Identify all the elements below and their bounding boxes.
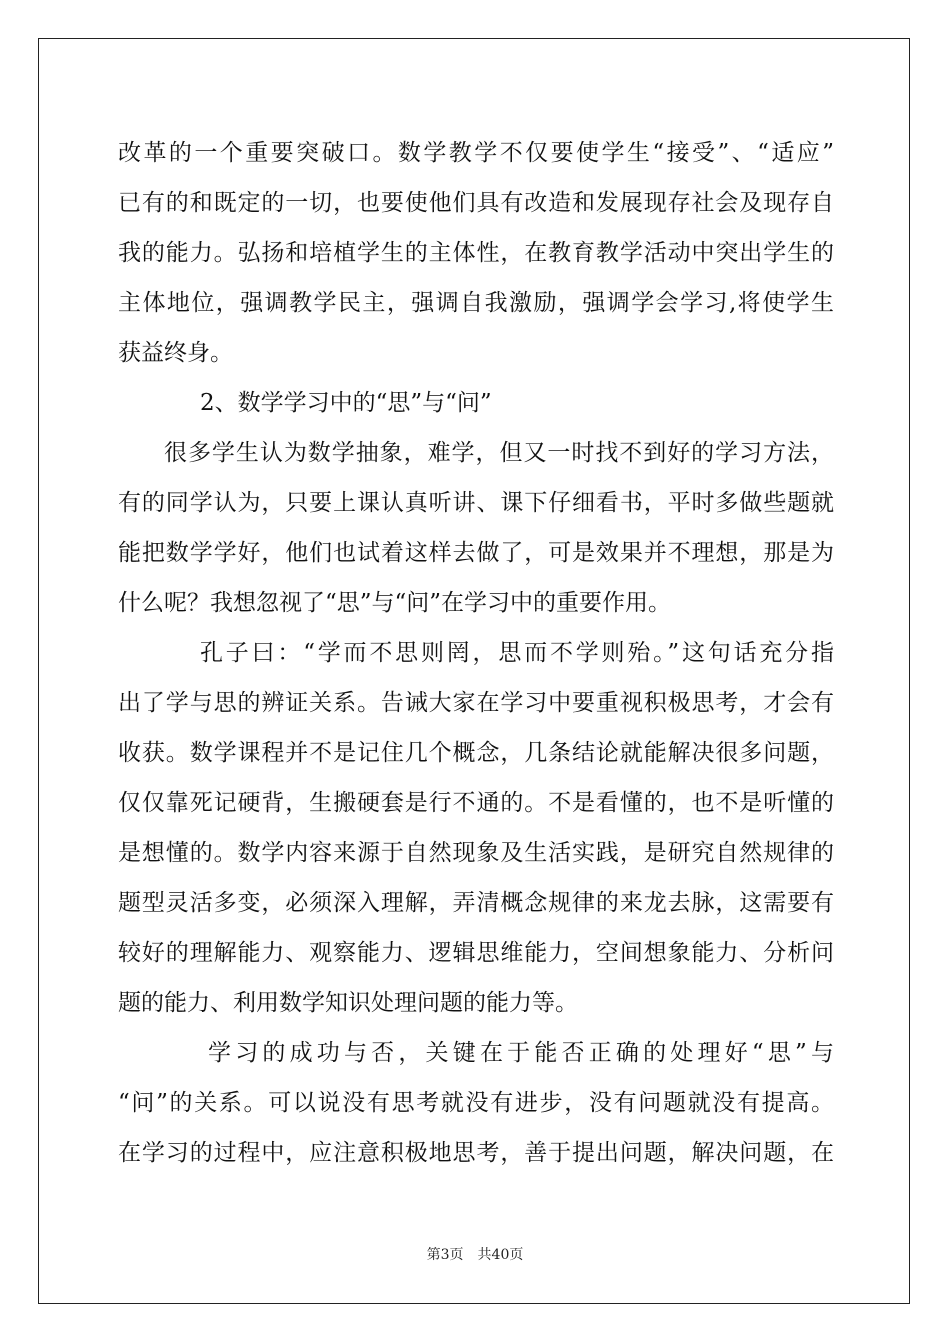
page-footer xyxy=(0,1244,950,1264)
text-line: 获益终身。 xyxy=(118,340,233,366)
text-line: 学习的成功与否，关键在于能否正确的处理好“思”与 xyxy=(208,1040,834,1066)
text-line: 是想懂的。数学内容来源于自然现象及生活实践，是研究自然规律的 xyxy=(118,840,834,866)
text-line: 较好的理解能力、观察能力、逻辑思维能力，空间想象能力、分析问 xyxy=(118,940,834,966)
section-heading: 2、数学学习中的“思”与“问” xyxy=(200,390,492,416)
text-line: 什么呢？我想忽视了“思”与“问”在学习中的重要作用。 xyxy=(118,590,672,616)
text-line: 有的同学认为，只要上课认真听讲、课下仔细看书，平时多做些题就 xyxy=(118,490,834,516)
paragraph xyxy=(118,628,834,1028)
text-line: 主体地位，强调教学民主，强调自我激励，强调学会学习,将使学生 xyxy=(118,290,834,316)
text-line: 能把数学学好，他们也试着这样去做了，可是效果并不理想，那是为 xyxy=(118,540,834,566)
paragraph xyxy=(118,128,834,378)
text-line: 改革的一个重要突破口。数学教学不仅要使学生“接受”、“适应” xyxy=(118,140,834,166)
text-line: 在学习的过程中，应注意积极地思考，善于提出问题，解决问题，在 xyxy=(118,1140,834,1166)
page-total: 共40页 xyxy=(477,1247,524,1263)
paragraph xyxy=(118,1028,834,1178)
text-line: “问”的关系。可以说没有思考就没有进步，没有问题就没有提高。 xyxy=(118,1090,834,1116)
text-line: 很多学生认为数学抽象，难学，但又一时找不到好的学习方法， xyxy=(164,440,834,466)
document-body xyxy=(118,128,834,1178)
text-line: 出了学与思的辨证关系。告诫大家在学习中要重视积极思考，才会有 xyxy=(118,690,834,716)
text-line: 孔子曰：“学而不思则罔，思而不学则殆。”这句话充分指 xyxy=(200,640,834,666)
paragraph xyxy=(118,428,834,628)
text-line: 收获。数学课程并不是记住几个概念，几条结论就能解决很多问题， xyxy=(118,740,834,766)
page-number: 第3页 xyxy=(426,1247,464,1263)
text-line: 题型灵活多变，必须深入理解，弄清概念规律的来龙去脉，这需要有 xyxy=(118,890,834,916)
text-line: 仅仅靠死记硬背，生搬硬套是行不通的。不是看懂的，也不是听懂的 xyxy=(118,790,834,816)
text-line: 题的能力、利用数学知识处理问题的能力等。 xyxy=(118,990,578,1016)
text-line: 已有的和既定的一切，也要使他们具有改造和发展现存社会及现存自 xyxy=(118,190,834,216)
text-line: 我的能力。弘扬和培植学生的主体性，在教育教学活动中突出学生的 xyxy=(118,240,834,266)
